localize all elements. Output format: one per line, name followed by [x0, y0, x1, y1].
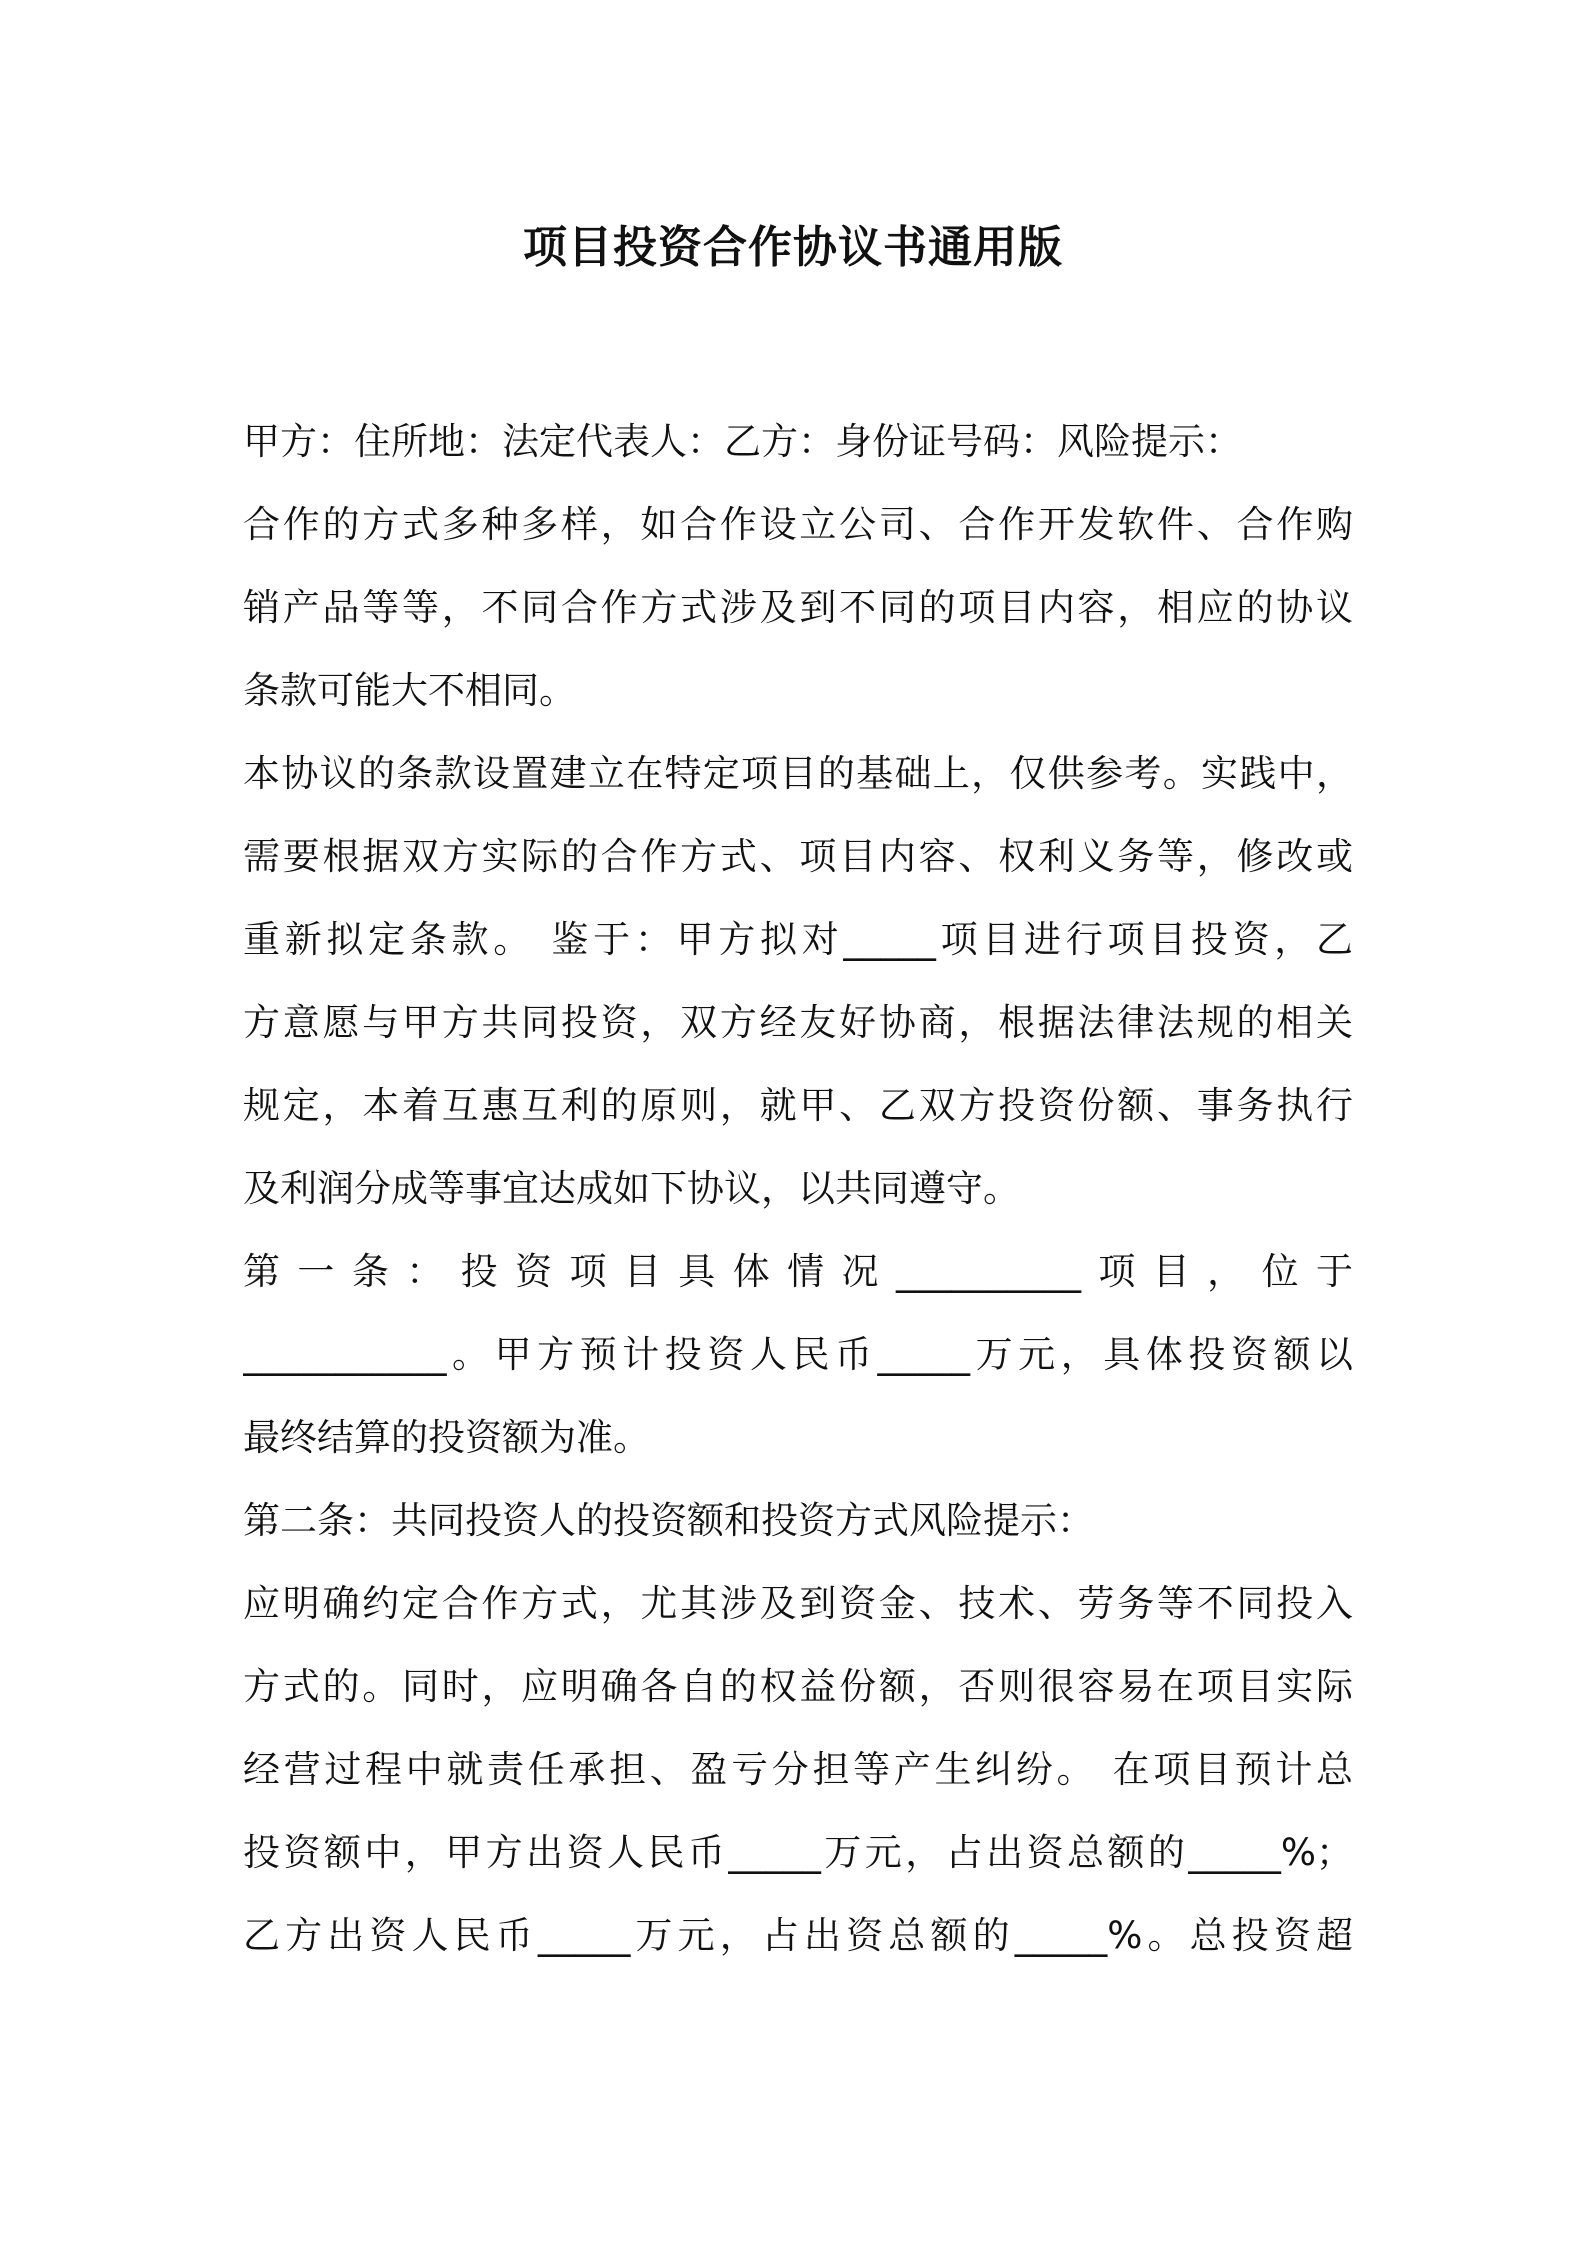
text-line: 方意愿与甲方共同投资，双方经友好协商，根据法律法规的相关 [243, 1001, 1353, 1044]
text-line: 本协议的条款设置建立在特定项目的基础上，仅供参考。实践中， [243, 752, 1353, 795]
text-line: 甲方：住所地：法定代表人：乙方：身份证号码：风险提示： [243, 420, 1242, 463]
document-body [243, 400, 1353, 1977]
text-line: 方式的。同时，应明确各自的权益份额，否则很容易在项目实际 [243, 1665, 1353, 1708]
text-line: 销产品等等，不同合作方式涉及到不同的项目内容，相应的协议 [243, 586, 1353, 629]
text-line: 规定，本着互惠互利的原则，就甲、乙双方投资份额、事务执行 [243, 1084, 1353, 1127]
text-line: 第一条：投资项目具体情况__________项目，位于 [243, 1250, 1353, 1293]
text-line: 投资额中，甲方出资人民币_____万元，占出资总额的_____%； [243, 1831, 1353, 1874]
text-line: 经营过程中就责任承担、盈亏分担等产生纠纷。 在项目预计总 [243, 1748, 1353, 1791]
text-line: 最终结算的投资额为准。 [243, 1416, 650, 1459]
text-line: 重新拟定条款。 鉴于：甲方拟对_____项目进行项目投资，乙 [243, 918, 1353, 961]
text-line: 第二条：共同投资人的投资额和投资方式风险提示： [243, 1499, 1094, 1542]
text-line: 及利润分成等事宜达成如下协议，以共同遵守。 [243, 1167, 1020, 1210]
text-line: 条款可能大不相同。 [243, 669, 576, 712]
text-line: 合作的方式多种多样，如合作设立公司、合作开发软件、合作购 [243, 503, 1353, 546]
document-title: 项目投资合作协议书通用版 [523, 222, 1063, 273]
text-line: 应明确约定合作方式，尤其涉及到资金、技术、劳务等不同投入 [243, 1582, 1353, 1625]
text-line: 乙方出资人民币_____万元，占出资总额的_____%。总投资超 [243, 1914, 1353, 1957]
text-line: ___________。甲方预计投资人民币_____万元，具体投资额以 [243, 1333, 1353, 1376]
text-line: 需要根据双方实际的合作方式、项目内容、权利义务等，修改或 [243, 835, 1353, 878]
